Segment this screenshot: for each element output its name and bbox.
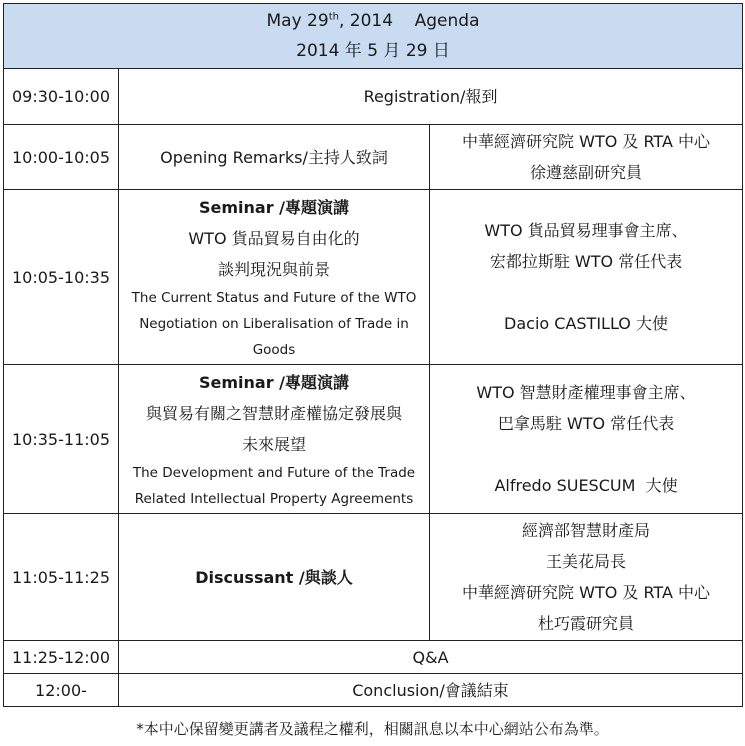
speaker-name: 徐遵慈副研究員 (530, 163, 643, 182)
session-title-en: The Development and Future of the Trade (132, 464, 416, 481)
time-cell: 10:00-10:05 (4, 125, 119, 190)
agenda-row (4, 125, 743, 190)
speaker-affiliation: WTO 貨品貿易理事會主席、 (484, 221, 688, 240)
agenda-row (4, 190, 743, 365)
agenda-row (4, 69, 743, 125)
time-cell: 11:05-11:25 (4, 514, 119, 641)
speaker-affiliation: 中華經濟研究院 WTO 及 RTA 中心 (462, 583, 710, 602)
session-heading: Discussant /與談人 (119, 514, 430, 641)
session-title-zh: WTO 貨品貿易自由化的 (188, 228, 360, 248)
agenda-date-zh: 2014 年 5 月 29 日 (296, 41, 450, 61)
speaker-name: 王美花局長 (546, 552, 627, 571)
agenda-header (4, 4, 743, 69)
session-title-zh: 與貿易有關之智慧財產權協定發展與 (145, 403, 402, 423)
speaker-affiliation: WTO 智慧財產權理事會主席、 (476, 383, 696, 402)
session-title-en: Goods (252, 341, 296, 358)
agenda-row (4, 514, 743, 641)
agenda-row (4, 674, 743, 707)
session-title-zh: 未來展望 (241, 434, 306, 454)
agenda-title: May 29th, 2014 Agenda (266, 11, 480, 31)
speaker-cell (430, 365, 743, 514)
speaker-name: Dacio CASTILLO 大使 (504, 314, 668, 333)
time-cell: 11:25-12:00 (4, 641, 119, 674)
footnote: *本中心保留變更講者及議程之權利，相關訊息以本中心網站公布為準。 (136, 720, 609, 738)
session-heading: Seminar /專題演講 (198, 372, 350, 392)
agenda-table (3, 3, 743, 707)
session-title-en: Negotiation on Liberalisation of Trade in (139, 315, 409, 332)
speaker-name: Alfredo SUESCUM 大使 (494, 476, 678, 495)
session-cell (119, 190, 430, 365)
time-cell: 10:35-11:05 (4, 365, 119, 514)
session-cell: Q&A (119, 641, 743, 674)
speaker-affiliation: 巴拿馬駐 WTO 常任代表 (497, 414, 675, 433)
speaker-cell (430, 125, 743, 190)
time-cell: 12:00- (4, 674, 119, 707)
session-title-en: Related Intellectual Property Agreements (134, 490, 414, 507)
agenda-header-row (4, 4, 743, 69)
speaker-affiliation: 中華經濟研究院 WTO 及 RTA 中心 (462, 132, 710, 151)
time-cell: 09:30-10:00 (4, 69, 119, 125)
speaker-affiliation: 宏都拉斯駐 WTO 常任代表 (489, 252, 683, 271)
agenda-row (4, 641, 743, 674)
session-cell (119, 365, 430, 514)
agenda-row (4, 365, 743, 514)
session-heading: Seminar /專題演講 (198, 197, 350, 217)
session-cell: Registration/報到 (119, 69, 743, 125)
speaker-cell (430, 190, 743, 365)
speaker-affiliation: 經濟部智慧財產局 (522, 521, 651, 540)
time-cell: 10:05-10:35 (4, 190, 119, 365)
session-cell: Conclusion/會議結束 (119, 674, 743, 707)
speaker-name: 杜巧霞研究員 (538, 614, 635, 633)
session-title-en: The Current Status and Future of the WTO (131, 289, 417, 306)
session-cell: Opening Remarks/主持人致詞 (119, 125, 430, 190)
speaker-cell (430, 514, 743, 641)
session-title-zh: 談判現況與前景 (217, 259, 330, 279)
